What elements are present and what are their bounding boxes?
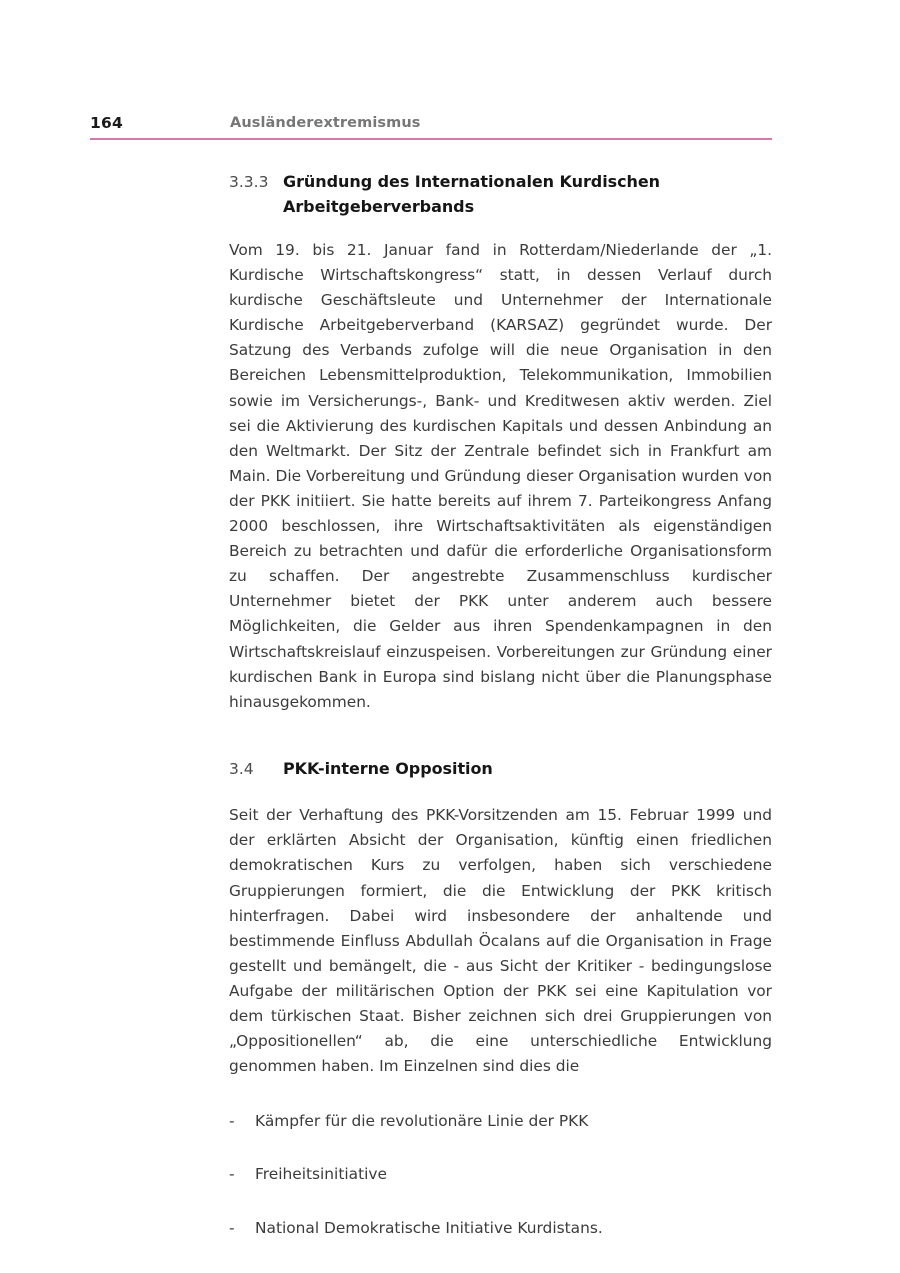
heading-spacer xyxy=(229,791,772,803)
heading-spacer xyxy=(229,229,772,238)
paragraph: Vom 19. bis 21. Januar fand in Rotterdam/Niederlande der „1. Kurdische Wirtschaftskongress“ statt, in dessen Verlauf durch kurdische Geschäftsleute und Unternehmer der Internationale Kurdische Arbeitgeberverband (KARSAZ) gegründet wurde. Der Satzung des Verbands zufolge will die neue Organisation in den Bereichen Lebensmittelproduktion, Telekommunikation, Immobilien sowie im Versicherungs-, Bank- und Kreditwesen aktiv werden. Ziel sei die Aktivierung des kurdischen Kapitals und dessen Anbindung an den Weltmarkt. Der Sitz der Zentrale befindet sich in Frankfurt am Main. Die Vorbereitung und Gründung dieser Organisation wurden von der PKK initiiert. Sie hatte bereits auf ihrem 7. Parteikongress Anfang 2000 beschlossen, ihre Wirtschaftsaktivitäten als eigenständigen Bereich zu betrachten und dafür die erforderliche Organisationsform zu schaffen. Der angestrebte Zusammenschluss kurdischer Unternehmer bietet der PKK unter anderem auch bessere Möglichkeiten, die Gelder aus ihren Spendenkampagnen in den Wirtschaftskreislauf einzuspeisen. Vorbereitungen zur Gründung einer kurdischen Bank in Europa sind bislang nicht über die Planungsphase hinausgekommen. xyxy=(229,241,772,711)
list-item-label: Freiheitsinitiative xyxy=(255,1165,387,1184)
dash-bullet-icon: - xyxy=(229,1112,235,1131)
section-3-4 xyxy=(229,757,772,1241)
section-heading-3-3-3 xyxy=(229,170,772,219)
paragraph: Seit der Verhaftung des PKK-Vorsitzenden am 15. Februar 1999 und der erklärten Absicht der Organisation, künftig einen friedlichen demokratischen Kurs zu verfolgen, haben sich verschiedene Gruppierungen formiert, die die Entwicklung der PKK kritisch hinterfragen. Dabei wird insbesondere der anhaltende und bestimmende Einfluss Abdullah Öcalans auf die Organisation in Frage gestellt und bemängelt, die - aus Sicht der Kritiker - bedingungslose Aufgabe der militärischen Option der PKK sei eine Kapitulation vor dem türkischen Staat. Bisher zeichnen sich drei Gruppierungen von „Oppositionellen“ ab, die eine unterschiedliche Entwicklung genommen haben. Im Einzelnen sind dies die xyxy=(229,806,772,1076)
list-item xyxy=(229,1162,772,1187)
section-title: PKK-interne Opposition xyxy=(283,758,493,778)
section-number: 3.3.3 xyxy=(229,173,269,191)
section-number: 3.4 xyxy=(229,759,254,778)
section-title: Gründung des Internationalen Kurdischen Arbeitgeberverbands xyxy=(283,172,661,216)
list-item xyxy=(229,1109,772,1134)
section-heading-3-4 xyxy=(229,757,772,782)
list-item-label: Kämpfer für die revolutionäre Linie der PKK xyxy=(255,1112,589,1131)
opposition-group-list xyxy=(229,1109,772,1240)
list-item xyxy=(229,1216,772,1241)
section-spacer xyxy=(229,715,772,757)
running-head xyxy=(90,112,772,140)
section-3-3-3 xyxy=(229,170,772,715)
list-item-label: National Demokratische Initiative Kurdistans. xyxy=(255,1218,603,1237)
running-head-title: Ausländerextremismus xyxy=(230,115,421,131)
text-column xyxy=(229,170,772,1241)
dash-bullet-icon: - xyxy=(229,1218,235,1237)
header-rule xyxy=(90,138,772,140)
page-number: 164 xyxy=(90,114,123,132)
dash-bullet-icon: - xyxy=(229,1165,235,1184)
